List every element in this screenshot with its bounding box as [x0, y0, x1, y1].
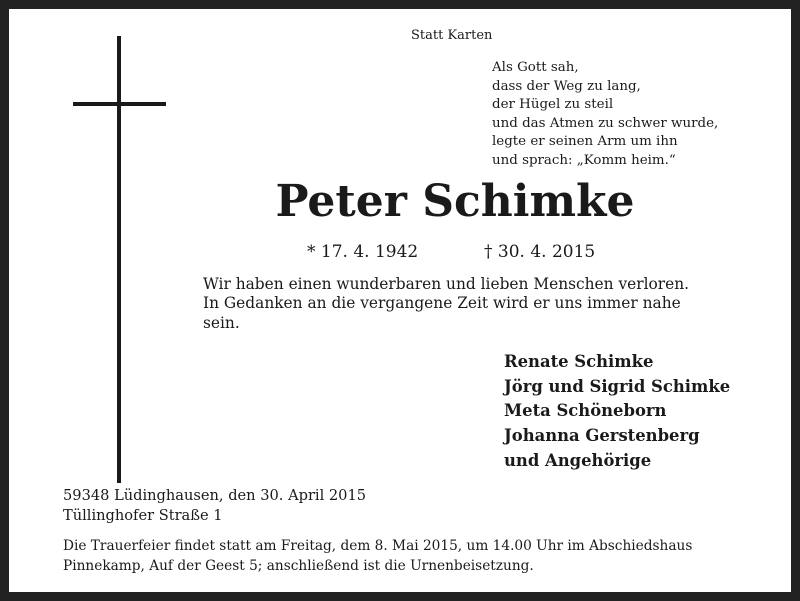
city-date: 59348 Lüdinghausen, den 30. April 2015 — [63, 487, 367, 504]
message-line: Wir haben einen wunderbaren und lieben Menschen verloren. — [203, 275, 690, 293]
memorial-message — [203, 275, 689, 333]
mourner-name: und Angehörige — [504, 450, 652, 470]
mourner-name: Renate Schimke — [504, 352, 654, 371]
place-and-date — [63, 486, 366, 526]
deceased-name: Peter Schimke — [275, 176, 635, 227]
message-line: In Gedanken an die vergangene Zeit wird er uns immer nahe — [203, 294, 681, 313]
death-date: † 30. 4. 2015 — [484, 242, 596, 262]
mourner-name: Jörg und Sigrid Schimke — [504, 376, 731, 396]
cross-icon-bar — [73, 102, 166, 106]
poem-line: und sprach: „Komm heim.“ — [492, 152, 676, 168]
poem-line: und das Atmen zu schwer wurde, — [492, 115, 719, 131]
mourner-name: Johanna Gerstenberg — [504, 426, 700, 446]
mourner-name: Meta Schöneborn — [504, 401, 667, 421]
funeral-notice — [63, 537, 692, 576]
funeral-line: Die Trauerfeier findet statt am Freitag, dem 8. Mai 2015, um 14.00 Uhr im Abschiedshaus — [63, 538, 693, 554]
poem — [492, 59, 718, 171]
poem-line: Als Gott sah, — [492, 60, 579, 75]
message-line: sein. — [203, 313, 240, 332]
funeral-line: Pinnekamp, Auf der Geest 5; anschließend ist die Urnenbeisetzung. — [63, 557, 534, 574]
statt-karten-label: Statt Karten — [411, 28, 493, 43]
poem-line: legte er seinen Arm um ihn — [492, 134, 678, 150]
mourners-list — [504, 350, 730, 474]
poem-line: der Hügel zu steil — [492, 97, 614, 113]
birth-date: * 17. 4. 1942 — [307, 242, 419, 262]
poem-line: dass der Weg zu lang, — [492, 78, 641, 94]
street-address: Tüllinghofer Straße 1 — [63, 507, 223, 524]
